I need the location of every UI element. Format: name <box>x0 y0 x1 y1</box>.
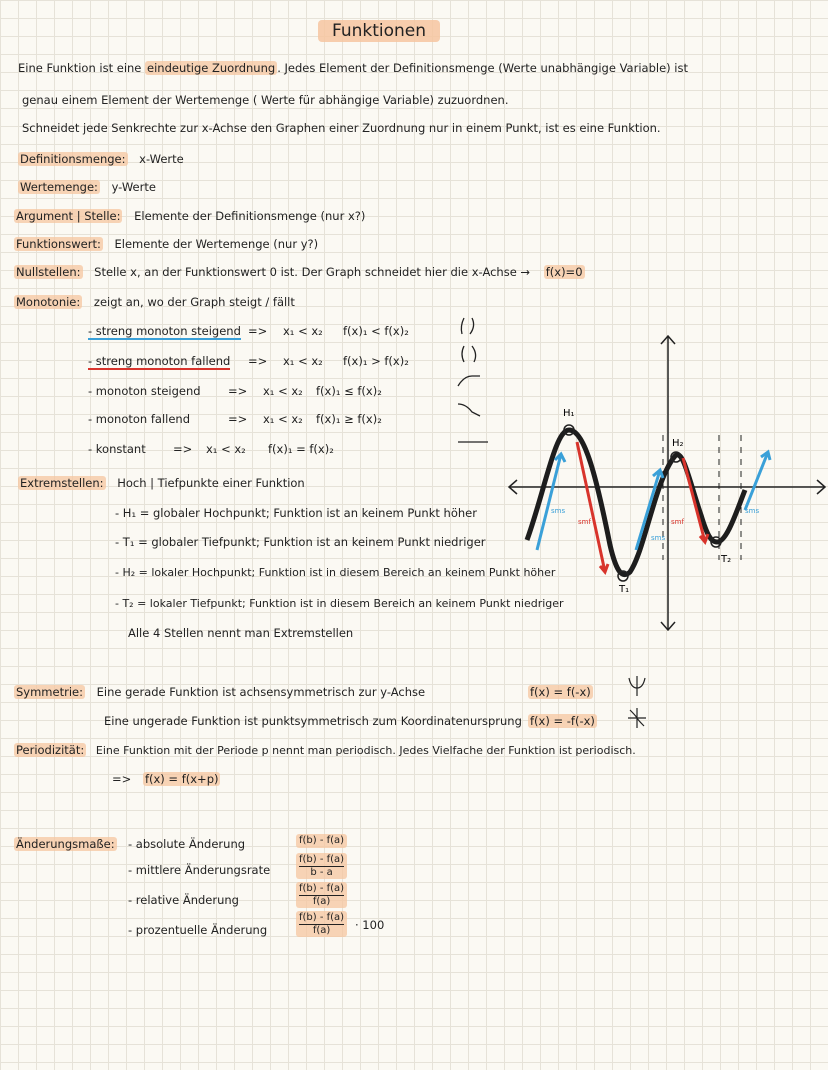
intro-line-2: genau einem Element der Wertemenge ( Werte für abhängige Variable) zuzuordnen. <box>22 93 509 107</box>
sms-label: sms <box>745 507 760 515</box>
def-label: Monotonie: <box>16 295 81 309</box>
extrem-heading <box>18 477 305 491</box>
symmetrie-label: Symmetrie: <box>16 685 83 699</box>
periodizitaet-line <box>14 744 636 758</box>
def-value: Elemente der Wertemenge (nur y?) <box>114 237 319 251</box>
monotonie-arrow: => <box>248 324 268 338</box>
sketch-fallend-icon <box>462 346 476 362</box>
periodizitaet-text: Eine Funktion mit der Periode p nennt man periodisch. Jedes Vielfache der Funktion ist periodisch. <box>95 744 636 757</box>
extrem-item: - H₂ = lokaler Hochpunkt; Funktion ist in diesem Bereich an keinem Punkt höher <box>115 566 556 579</box>
intro-highlight: eindeutige Zuordnung <box>147 61 276 75</box>
symmetrie-formula-1 <box>528 686 593 700</box>
def-definitionsmenge <box>18 153 184 167</box>
def-label: Wertemenge: <box>20 180 98 194</box>
monotonie-row <box>88 384 382 399</box>
intro-text-a: Eine Funktion ist eine <box>18 61 142 75</box>
periodizitaet-formula-line <box>112 773 220 787</box>
monotonie-label: - streng monoton steigend <box>88 324 241 338</box>
monotonie-label: - monoton steigend <box>88 384 201 398</box>
monotonie-label: - streng monoton fallend <box>88 354 231 368</box>
def-value: y-Werte <box>111 180 156 194</box>
symmetrie-text: Eine gerade Funktion ist achsensymmetrisch zur y-Achse <box>96 685 426 699</box>
numerator: f(b) - f(a) <box>299 854 345 865</box>
def-wertemenge <box>18 181 156 195</box>
monotonie-rel: f(x)₁ < f(x)₂ <box>343 324 409 338</box>
monotonie-rel: f(x)₁ ≤ f(x)₂ <box>316 384 382 398</box>
point-symmetry-icon <box>626 706 648 730</box>
formula-relative <box>296 882 347 908</box>
monotonie-arrow: => <box>173 442 193 456</box>
numerator: f(b) - f(a) <box>299 883 345 894</box>
aenderung-item: - absolute Änderung <box>128 837 246 851</box>
monotonie-cond: x₁ < x₂ <box>283 354 323 368</box>
monotonie-rel: f(x)₁ ≥ f(x)₂ <box>316 412 382 426</box>
aenderung-item: - prozentuelle Änderung <box>128 923 268 937</box>
monotonie-arrow: => <box>228 412 248 426</box>
t2-label: T₂ <box>721 554 732 565</box>
def-label: Nullstellen: <box>16 265 81 279</box>
symmetrie-line-1 <box>14 686 425 700</box>
monotonie-rel: f(x)₁ > f(x)₂ <box>343 354 409 368</box>
extrem-item: - T₂ = lokaler Tiefpunkt; Funktion ist in diesem Bereich an keinem Punkt niedriger <box>115 597 564 610</box>
sms-label: sms <box>651 534 666 542</box>
extrem-item: - T₁ = globaler Tiefpunkt; Funktion ist an keinem Punkt niedriger <box>115 535 486 549</box>
sketch-steigend-icon <box>461 318 473 334</box>
function-graph <box>505 330 828 635</box>
formula: f(x) = -f(-x) <box>530 714 595 728</box>
monotonie-rel: f(x)₁ = f(x)₂ <box>268 442 334 456</box>
formula-text: f(b) - f(a) <box>299 835 345 846</box>
smf-arrows <box>577 442 708 572</box>
def-value: zeigt an, wo der Graph steigt / fällt <box>93 295 295 309</box>
sketch-monoton-fallend-icon <box>458 404 480 416</box>
h2-label: H₂ <box>672 438 684 449</box>
monotonie-row <box>88 442 334 457</box>
monotonie-sketches <box>450 310 500 460</box>
def-nullstellen <box>14 266 585 280</box>
denominator: b - a <box>310 866 333 878</box>
intro-text-b: . Jedes Element der Definitionsmenge (Werte unabhängige Variable) ist <box>277 61 688 75</box>
page-title: Funktionen <box>318 20 440 42</box>
symmetrie-line-2: Eine ungerade Funktion ist punktsymmetrisch zum Koordinatenursprung <box>104 714 522 728</box>
extrem-label: Extremstellen: <box>20 476 104 490</box>
denominator: f(a) <box>312 924 331 936</box>
monotonie-row <box>88 324 409 339</box>
t1-label: T₁ <box>619 584 630 595</box>
def-argument <box>14 210 365 224</box>
monotonie-cond: x₁ < x₂ <box>263 384 303 398</box>
extrem-item: - H₁ = globaler Hochpunkt; Funktion ist an keinem Punkt höher <box>115 506 477 520</box>
aenderung-heading: Änderungsmaße: <box>16 837 115 851</box>
formula-suffix: · 100 <box>355 918 385 932</box>
def-monotonie <box>14 296 295 310</box>
def-value: Stelle x, an der Funktionswert 0 ist. Der Graph schneidet hier die x-Achse → <box>94 265 531 279</box>
formula: f(x) = f(-x) <box>530 685 591 699</box>
periodizitaet-formula: f(x) = f(x+p) <box>144 772 219 786</box>
smf-label: smf <box>671 518 684 526</box>
def-label: Definitionsmenge: <box>20 152 126 166</box>
monotonie-label: - monoton fallend <box>88 412 191 426</box>
extrem-value: Hoch | Tiefpunkte einer Funktion <box>117 476 305 490</box>
aenderung-item: - mittlere Änderungsrate <box>128 863 271 877</box>
intro-line-1 <box>18 62 688 76</box>
def-value: Elemente der Definitionsmenge (nur x?) <box>134 209 366 223</box>
monotonie-cond: x₁ < x₂ <box>283 324 323 338</box>
h1-label: H₁ <box>563 408 575 419</box>
periodizitaet-label: Periodizität: <box>16 743 85 757</box>
symmetrie-formula-2 <box>528 715 597 729</box>
intro-line-3: Schneidet jede Senkrechte zur x-Achse den Graphen einer Zuordnung nur in einem Punkt, ist es eine Funktion. <box>22 121 661 135</box>
def-label: Funktionswert: <box>16 237 101 251</box>
def-value: x-Werte <box>139 152 184 166</box>
monotonie-cond: x₁ < x₂ <box>263 412 303 426</box>
formula-absolute <box>296 834 347 848</box>
smf-label: smf <box>578 518 591 526</box>
monotonie-cond: x₁ < x₂ <box>206 442 246 456</box>
formula-arrow: => <box>112 772 132 786</box>
sms-smf-labels <box>551 507 759 542</box>
formula-prozentuell <box>296 911 347 937</box>
monotonie-arrow: => <box>248 354 268 368</box>
aenderung-label <box>14 838 117 852</box>
monotonie-arrow: => <box>228 384 248 398</box>
sms-label: sms <box>551 507 566 515</box>
def-label: Argument | Stelle: <box>16 209 121 223</box>
nullstellen-formula: f(x)=0 <box>545 265 583 279</box>
aenderung-item: - relative Änderung <box>128 893 239 907</box>
monotonie-row <box>88 354 409 369</box>
denominator: f(a) <box>312 895 331 907</box>
axis-symmetry-icon <box>626 674 648 698</box>
monotonie-row <box>88 412 382 427</box>
formula-mittlere-rate <box>296 853 347 879</box>
function-curve <box>527 430 745 575</box>
extrem-summary: Alle 4 Stellen nennt man Extremstellen <box>128 626 354 640</box>
monotonie-label: - konstant <box>88 442 146 456</box>
sketch-monoton-steigend-icon <box>458 376 480 386</box>
def-funktionswert <box>14 238 318 252</box>
numerator: f(b) - f(a) <box>299 912 345 923</box>
